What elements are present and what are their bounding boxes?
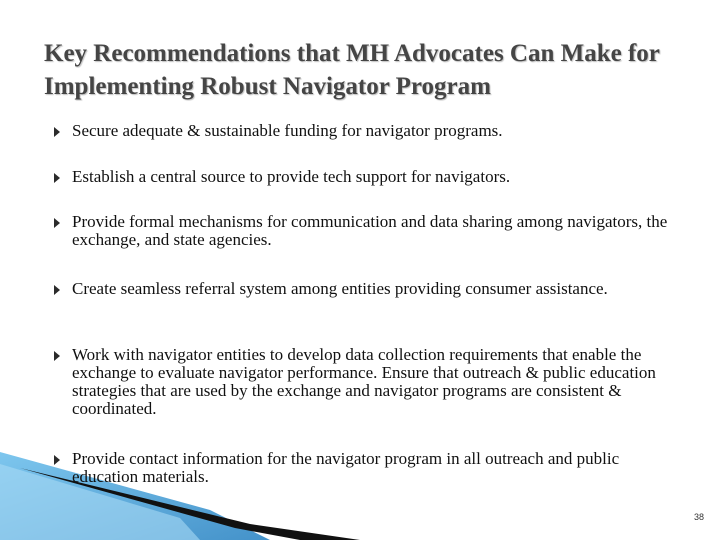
- bullet-item: [54, 450, 684, 486]
- bullet-text: Establish a central source to provide tech support for navigators.: [72, 167, 511, 186]
- bullet-arrow-icon: [54, 351, 60, 361]
- bullet-item: [54, 346, 684, 418]
- bullet-text: Provide contact information for the navigator program in all outreach and public education materials.: [72, 449, 620, 486]
- bullet-arrow-icon: [54, 127, 60, 137]
- page-number: 38: [693, 512, 704, 522]
- bullet-item: [54, 213, 684, 249]
- bullet-arrow-icon: [54, 285, 60, 295]
- bullet-arrow-icon: [54, 218, 60, 228]
- bullet-text: Provide formal mechanisms for communication and data sharing among navigators, the exchange, and state agencies.: [72, 212, 668, 249]
- bullet-arrow-icon: [54, 455, 60, 465]
- bullet-text: Create seamless referral system among entities providing consumer assistance.: [72, 279, 608, 298]
- bullet-item: [54, 168, 684, 186]
- bullet-item: [54, 280, 684, 298]
- bullet-text: Secure adequate & sustainable funding for navigator programs.: [72, 121, 503, 140]
- bullet-text: Work with navigator entities to develop data collection requirements that enable the exchange to evaluate navigator performance. Ensure that outreach & public education strategies that are used by the exchange and navigator programs are consistent & coordinated.: [72, 345, 656, 418]
- slide-title: Key Recommendations that MH Advocates Can Make for Implementing Robust Navigator Program: [44, 40, 660, 100]
- bullet-arrow-icon: [54, 173, 60, 183]
- bullet-item: [54, 122, 684, 140]
